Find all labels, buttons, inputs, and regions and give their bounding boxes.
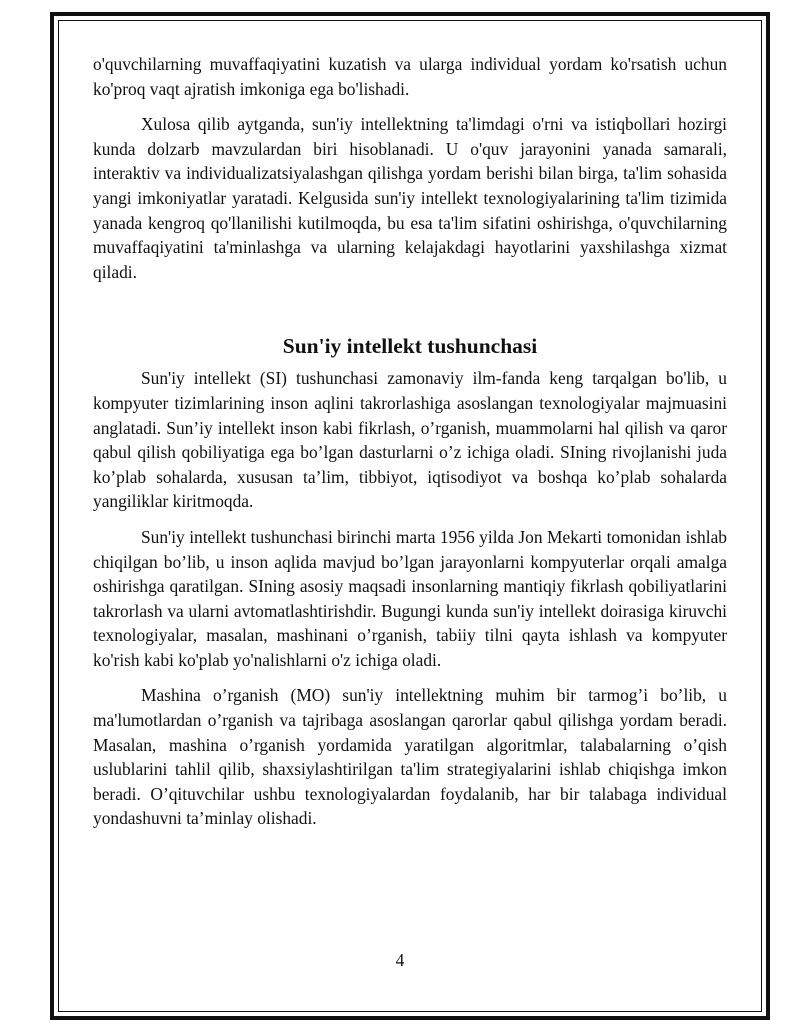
section-heading: Sun'iy intellekt tushunchasi — [282, 334, 538, 359]
page-content — [93, 52, 727, 831]
paragraph-machine-learning: Mashina o’rganish (MO) sun'iy intellektning muhim bir tarmog’i bo’lib, u ma'lumotlardan o’rganish va tajribaga asoslangan qarorlar qabul qilishga yordam beradi. Masalan, mashina o’rganish yordamida yaratilgan algoritmlar, talabalarning o’qish uslublarini tahlil qilib, shaxsiylashtirilgan ta'lim strategiyalarini ishlab chiqishga imkon beradi. O’qituvchilar ushbu texnologiyalardan foydalanib, har bir talabaga individual yondashuvni ta’minlay olishadi. — [93, 685, 727, 829]
paragraph-history: Sun'iy intellekt tushunchasi birinchi marta 1956 yilda Jon Mekarti tomonidan ishlab chiqilgan bo’lib, u inson aqlida mavjud bo’lgan jarayonlarni kompyuterlar orqali amalga oshirishga qaratilgan. SIning asosiy maqsadi insonlarning mantiqiy fikrlash qobiliyatlarini takrorlash va ularni avtomatlashtirishdir. Bugungi kunda sun'iy intellekt doirasiga kiruvchi texnologiyalar, masalan, mashinani o’rganish, tabiiy tilni qayta ishlash va kompyuter ko'rish kabi ko'plab yo'nalishlarni o'z ichiga oladi. — [93, 526, 727, 670]
paragraph-intro-continuation: o'quvchilarning muvaffaqiyatini kuzatish va ularga individual yordam ko'rsatish uchun ko'proq vaqt ajratish imkoniga ega bo'lishadi. — [93, 54, 727, 99]
paragraph-definition: Sun'iy intellekt (SI) tushunchasi zamonaviy ilm-fanda keng tarqalgan bo'lib, u kompyuter tizimlarining inson aqlini takrorlashiga asoslangan texnologiyalar majmuasini anglatadi. Sun’iy intellekt inson kabi fikrlash, o’rganish, muammolarni hal qilish va qaror qabul qilish qobiliyatiga ega bo’lgan dasturlarni o’z ichiga oladi. SIning rivojlanishi juda ko’plab sohalarda, xususan ta’lim, tibbiyot, iqtisodiyot va boshqa ko’plab sohalarda yangiliklar kiritmoqda. — [93, 368, 727, 512]
page-number: 4 — [395, 950, 405, 970]
paragraph-conclusion: Xulosa qilib aytganda, sun'iy intellektning ta'limdagi o'rni va istiqbollari hozirgi kunda dolzarb mavzulardan biri hisoblanadi. U o'quv jarayonini yanada samarali, interaktiv va individualizatsiyalashgan qilishga yordam berishi bilan birga, ta'lim sohasida yangi imkoniyatlar yaratadi. Kelgusida sun'iy intellekt texnologiyalarining ta'lim tizimida yanada kengroq qo'llanilishi kutilmoqda, bu esa ta'lim sifatini oshirishga, o'quvchilarning muvaffaqiyatini ta'minlashga va ularning kelajakdagi hayotlarini yaxshilashga xizmat qiladi. — [93, 114, 727, 282]
